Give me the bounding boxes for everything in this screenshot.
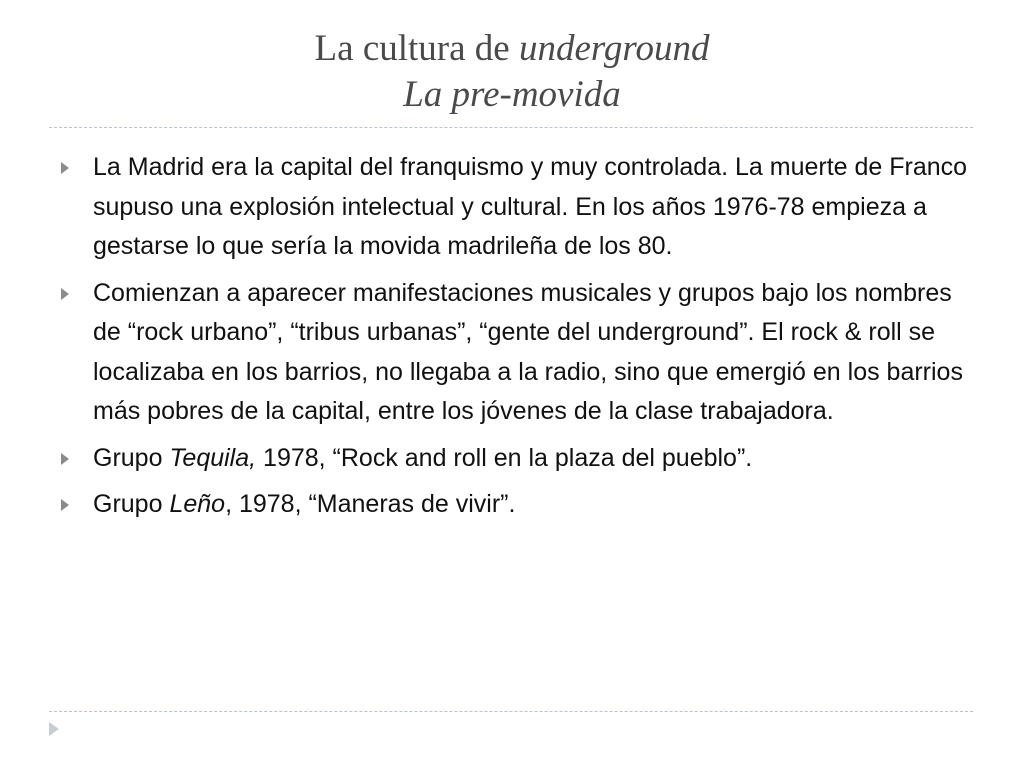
- right-triangle-icon: [61, 453, 69, 465]
- bullet-text: Comienzan a aparecer manifestaciones musicales y grupos bajo los nombres de “rock urbano”, “tribus urbanas”, “gente del underground”. El rock & roll se localizaba en los barrios, no llegaba a la radio, sino que emergió en los barrios más pobres de la capital, entre los jóvenes de la clase trabajadora.: [93, 278, 963, 425]
- right-triangle-icon: [61, 162, 69, 174]
- bullet-item-leno: [57, 485, 972, 525]
- bullet-text: La Madrid era la capital del franquismo y muy controlada. La muerte de Franco supuso una explosión intelectual y cultural. En los años 1976-78 empieza a gestarse lo que sería la movida madrileña de los 80.: [93, 153, 968, 260]
- slide-title: [0, 26, 1024, 118]
- title-text: La cultura de: [314, 28, 519, 69]
- title-italic-text: underground: [518, 28, 710, 69]
- title-line-2: [0, 72, 1024, 118]
- bullet-item-madrid: [57, 148, 972, 267]
- band-name: Tequila,: [169, 443, 257, 472]
- bullet-list: [57, 148, 972, 532]
- right-triangle-icon: [61, 499, 69, 511]
- right-triangle-icon: [61, 288, 69, 300]
- right-triangle-icon: [49, 722, 59, 736]
- subtitle-italic-text: La pre-movida: [403, 74, 621, 115]
- bullet-item-tequila: [57, 439, 972, 479]
- bullet-prefix: Grupo: [93, 443, 170, 472]
- title-line-1: [0, 26, 1024, 72]
- band-name: Leño: [169, 490, 226, 518]
- bullet-suffix: , 1978, “Maneras de vivir”.: [225, 490, 516, 518]
- bullet-item-musical-groups: [57, 274, 972, 432]
- bullet-suffix: 1978, “Rock and roll en la plaza del pueblo”.: [256, 443, 753, 472]
- title-divider: [49, 127, 973, 128]
- bullet-prefix: Grupo: [93, 490, 170, 518]
- footer-divider: [49, 711, 973, 712]
